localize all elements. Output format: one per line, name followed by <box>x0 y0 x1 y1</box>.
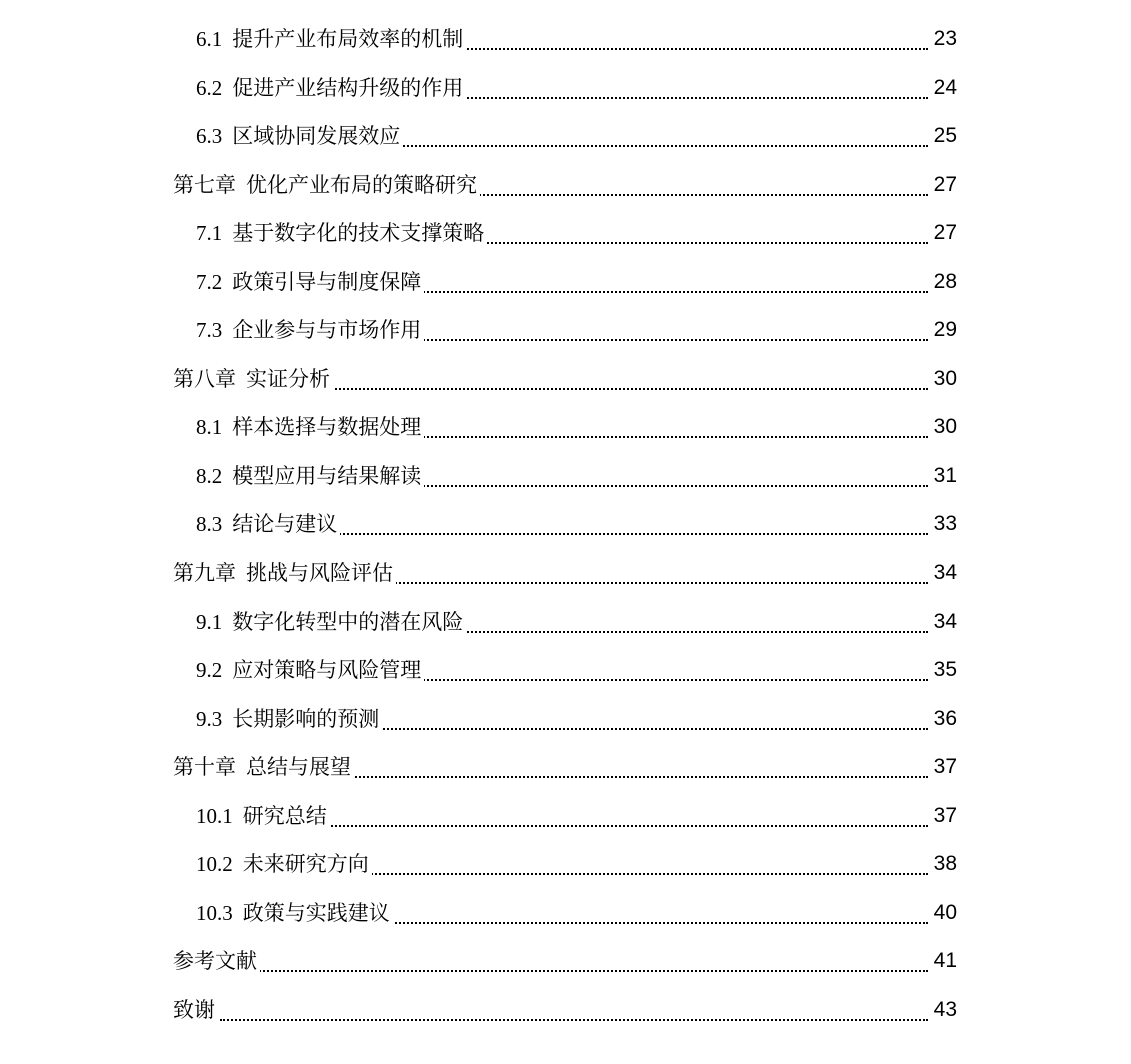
toc-entry-9-1[interactable] <box>0 598 1131 647</box>
entry-number: 7.3 <box>196 318 223 343</box>
entry-number: 10.1 <box>196 803 233 828</box>
entry-label <box>196 64 466 113</box>
entry-label <box>173 161 480 210</box>
entry-label <box>196 258 424 307</box>
entry-number: 第七章 <box>173 172 236 197</box>
entry-number: 第九章 <box>173 561 236 586</box>
toc-entry-7-1[interactable] <box>0 209 1131 258</box>
entry-page-number: 28 <box>931 258 957 307</box>
entry-label <box>173 355 333 404</box>
entry-page-number: 29 <box>931 306 957 355</box>
entry-label <box>196 500 340 549</box>
entry-number: 6.2 <box>196 75 223 100</box>
entry-number: 第十章 <box>173 755 236 780</box>
entry-title: 总结与展望 <box>246 755 351 780</box>
entry-title: 模型应用与结果解读 <box>232 463 422 488</box>
entry-page-number: 38 <box>931 840 957 889</box>
entry-number: 第八章 <box>173 366 236 391</box>
entry-title: 实证分析 <box>246 366 330 391</box>
entry-title: 长期影响的预测 <box>232 706 380 731</box>
entry-label <box>196 15 466 64</box>
entry-label <box>196 209 487 258</box>
entry-label <box>196 452 424 501</box>
toc-entry-chapter-10[interactable] <box>0 743 1131 792</box>
entry-number: 8.2 <box>196 463 223 488</box>
toc-entry-7-3[interactable] <box>0 306 1131 355</box>
entry-page-number: 34 <box>931 598 957 647</box>
toc-entry-9-2[interactable] <box>0 646 1131 695</box>
entry-page-number: 40 <box>931 889 957 938</box>
entry-label <box>173 986 218 1035</box>
entry-page-number: 24 <box>931 64 957 113</box>
entry-page-number: 27 <box>931 161 957 210</box>
toc-entry-6-3[interactable] <box>0 112 1131 161</box>
entry-number: 9.1 <box>196 609 223 634</box>
entry-label <box>196 792 330 841</box>
toc-entry-8-1[interactable] <box>0 403 1131 452</box>
entry-number: 9.3 <box>196 706 223 731</box>
entry-page-number: 37 <box>931 743 957 792</box>
toc-entry-chapter-9[interactable] <box>0 549 1131 598</box>
toc-entry-10-1[interactable] <box>0 792 1131 841</box>
entry-number: 6.3 <box>196 124 223 149</box>
entry-label <box>196 889 393 938</box>
entry-title: 数字化转型中的潜在风险 <box>232 609 464 634</box>
entry-page-number: 30 <box>931 355 957 404</box>
entry-title: 区域协同发展效应 <box>232 124 401 149</box>
entry-page-number: 41 <box>931 937 957 986</box>
entry-label <box>196 598 466 647</box>
entry-page-number: 25 <box>931 112 957 161</box>
dot-leader <box>220 970 928 972</box>
entry-title: 结论与建议 <box>232 512 338 537</box>
toc-entry-chapter-7[interactable] <box>0 161 1131 210</box>
dot-leader <box>220 1019 928 1021</box>
entry-number: 8.1 <box>196 415 223 440</box>
entry-title: 应对策略与风险管理 <box>232 658 422 683</box>
toc-entry-6-1[interactable] <box>0 15 1131 64</box>
toc-entry-9-3[interactable] <box>0 695 1131 744</box>
entry-title: 政策与实践建议 <box>242 900 390 925</box>
entry-page-number: 37 <box>931 792 957 841</box>
toc-entry-references[interactable] <box>0 937 1131 986</box>
entry-title: 致谢 <box>173 997 215 1022</box>
entry-title: 优化产业布局的策略研究 <box>246 172 477 197</box>
entry-number: 9.2 <box>196 658 223 683</box>
entry-label <box>196 112 403 161</box>
toc-entry-chapter-8[interactable] <box>0 355 1131 404</box>
entry-label <box>196 306 424 355</box>
entry-title: 企业参与与市场作用 <box>232 318 422 343</box>
toc-entry-7-2[interactable] <box>0 258 1131 307</box>
entry-title: 未来研究方向 <box>242 852 369 877</box>
entry-title: 参考文献 <box>173 949 257 974</box>
toc-entry-10-3[interactable] <box>0 889 1131 938</box>
entry-page-number: 35 <box>931 646 957 695</box>
entry-page-number: 30 <box>931 403 957 452</box>
toc-entry-10-2[interactable] <box>0 840 1131 889</box>
entry-title: 基于数字化的技术支撑策略 <box>232 221 485 246</box>
entry-number: 10.2 <box>196 852 233 877</box>
entry-page-number: 23 <box>931 15 957 64</box>
entry-title: 挑战与风险评估 <box>246 561 393 586</box>
entry-label <box>173 743 354 792</box>
entry-label <box>196 646 424 695</box>
entry-number: 6.1 <box>196 27 223 51</box>
entry-number: 7.1 <box>196 221 223 246</box>
entry-title: 促进产业结构升级的作用 <box>232 75 464 100</box>
toc-entry-8-3[interactable] <box>0 500 1131 549</box>
toc-entry-6-2[interactable] <box>0 64 1131 113</box>
entry-page-number: 27 <box>931 209 957 258</box>
entry-label <box>173 549 396 598</box>
toc-entry-acknowledgements[interactable] <box>0 986 1131 1035</box>
toc-entry-8-2[interactable] <box>0 452 1131 501</box>
entry-page-number: 43 <box>931 986 957 1035</box>
entry-label <box>196 840 372 889</box>
entry-number: 8.3 <box>196 512 223 537</box>
entry-page-number: 36 <box>931 695 957 744</box>
entry-title: 样本选择与数据处理 <box>232 415 422 440</box>
entry-label <box>196 695 382 744</box>
entry-title: 研究总结 <box>242 803 327 828</box>
table-of-contents <box>0 15 1131 1034</box>
entry-page-number: 34 <box>931 549 957 598</box>
entry-label <box>173 937 260 986</box>
entry-title: 政策引导与制度保障 <box>232 269 422 294</box>
entry-page-number: 31 <box>931 452 957 501</box>
entry-page-number: 33 <box>931 500 957 549</box>
entry-number: 7.2 <box>196 269 223 294</box>
entry-label <box>196 403 424 452</box>
entry-title: 提升产业布局效率的机制 <box>232 27 464 51</box>
entry-number: 10.3 <box>196 900 233 925</box>
